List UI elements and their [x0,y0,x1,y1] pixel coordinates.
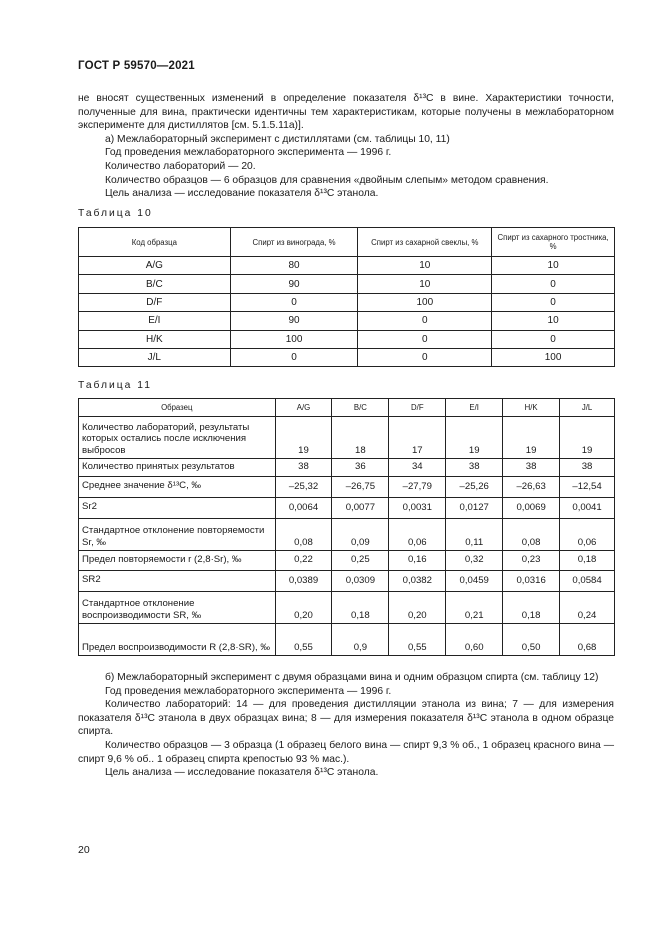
table-10-cell: 0 [492,293,615,311]
intro-paragraph-3: Год проведения межлабораторного эксперимента — 1996 г. [105,147,392,159]
table-10-cell: 0 [492,275,615,293]
table-10-header: Код образца [79,228,231,257]
table-11-cell: –26,75 [332,477,389,498]
table-11-cell: 0,20 [389,592,446,624]
table-10-cell: 0 [358,348,492,366]
table-11-cell: 0,18 [503,592,560,624]
table-11-cell: 38 [503,459,560,477]
table-10-row [79,293,615,311]
table-11-cell: 38 [275,459,332,477]
table-11-cell: 0,24 [560,592,615,624]
table-11-row [79,592,615,624]
table-10-cell: 100 [358,293,492,311]
table-11-header: E/I [446,399,503,417]
table-11-cell: 38 [560,459,615,477]
table-10-header-row [79,228,615,257]
table-11-cell: 0,08 [503,519,560,551]
table-11-cell: 0,50 [503,624,560,656]
table-11-row [79,571,615,592]
table-11-cell: 0,20 [275,592,332,624]
table-11-cell: 19 [446,417,503,459]
table-11-caption: Таблица 11 [78,380,152,391]
table-10-cell: 0 [492,330,615,348]
table-10-cell: D/F [79,293,231,311]
intro-text [78,92,614,201]
table-11-cell: 0,0389 [275,571,332,592]
outro-paragraph-1: б) Межлабораторный эксперимент с двумя образцами вина и одним образцом спирта (см. таблицу 12) [105,672,599,683]
table-10-cell: 0 [230,348,358,366]
table-11-row-label: SR2 [79,571,276,592]
intro-paragraph-5: Количество образцов — 6 образцов для сравнения «двойным слепым» методом сравнения. [105,174,549,186]
table-10-cell: 90 [230,312,358,330]
outro-paragraph-5: Цель анализа — исследование показателя δ¹³C этанола. [105,767,379,779]
table-10-cell: 100 [230,330,358,348]
table-11-cell: 0,0069 [503,498,560,519]
table-11-cell: 0,16 [389,551,446,571]
table-10-cell: A/G [79,257,231,275]
table-11-cell: 0,0064 [275,498,332,519]
table-11-cell: –12,54 [560,477,615,498]
table-10-cell: 0 [358,312,492,330]
table-11-row [79,417,615,459]
table-11-header: D/F [389,399,446,417]
table-11-row-label: Количество лабораторий, результаты которых остались после исключения выбросов [79,417,276,459]
table-11-row-label: Среднее значение δ¹³C, ‰ [79,477,276,498]
table-11-cell: 18 [332,417,389,459]
table-11-cell: 0,22 [275,551,332,571]
table-10-header: Спирт из сахарного тростника, % [492,228,615,257]
table-10-cell: 90 [230,275,358,293]
table-11-cell: 0,32 [446,551,503,571]
table-11-cell: 0,08 [275,519,332,551]
table-11-cell: 0,06 [560,519,615,551]
table-10-cell: 0 [230,293,358,311]
table-11-cell: 0,0459 [446,571,503,592]
table-10-cell: 10 [358,257,492,275]
table-10-row [79,330,615,348]
table-11-cell: 19 [275,417,332,459]
table-10-cell: 0 [358,330,492,348]
table-10-row [79,348,615,366]
table-11-cell: 0,0127 [446,498,503,519]
table-11-header: A/G [275,399,332,417]
table-11-cell: –26,63 [503,477,560,498]
table-11-cell: 0,0309 [332,571,389,592]
table-11-cell: 0,55 [275,624,332,656]
table-11-cell: 0,0584 [560,571,615,592]
table-10-row [79,275,615,293]
table-11-cell: 0,06 [389,519,446,551]
table-11-row [79,624,615,656]
table-11-cell: 0,60 [446,624,503,656]
document-header: ГОСТ Р 59570—2021 [78,60,195,72]
table-11-cell: 38 [446,459,503,477]
table-10-row [79,257,615,275]
table-11-cell: 0,55 [389,624,446,656]
table-11-row-label: Стандартное отклонение повторяемости Sr, ‰ [79,519,276,551]
table-11-row [79,551,615,571]
table-10-cell: 10 [358,275,492,293]
table-11-row [79,498,615,519]
intro-paragraph-1: не вносят существенных изменений в определение показателя δ¹³C в вине. Характеристики точности, полученные для вина, практически идентичны тем характеристикам, которые получены в межлабораторном эксперименте для дистиллятов [см. 5.1.5.11а)]. [78,93,614,132]
table-11-row [79,459,615,477]
table-11-cell: 0,09 [332,519,389,551]
table-10-cell: B/C [79,275,231,293]
intro-paragraph-6: Цель анализа — исследование показателя δ¹³C этанола. [105,188,379,200]
table-11-cell: 34 [389,459,446,477]
table-11-header: J/L [560,399,615,417]
table-11-header: H/K [503,399,560,417]
table-11-cell: 0,18 [332,592,389,624]
table-11-cell: 0,23 [503,551,560,571]
table-11-cell: –27,79 [389,477,446,498]
table-11-cell: 0,0316 [503,571,560,592]
table-11-cell: 17 [389,417,446,459]
table-11-row [79,477,615,498]
table-10-cell: H/K [79,330,231,348]
table-11-cell: 19 [560,417,615,459]
outro-paragraph-2: Год проведения межлабораторного эксперимента — 1996 г. [105,685,392,697]
outro-paragraph-4: Количество образцов — 3 образца (1 образец белого вина — спирт 9,3 % об., 1 образец красного вина — спирт 9,6 % об.. 1 образец спирта крепостью 93 % мас.). [78,739,614,765]
table-11-row-label: Количество принятых результатов [79,459,276,477]
table-11-cell: 0,11 [446,519,503,551]
page-number: 20 [78,844,90,856]
table-11-row-label: Sr2 [79,498,276,519]
table-11-cell: 0,68 [560,624,615,656]
table-11-cell: 0,0041 [560,498,615,519]
table-10-header: Спирт из винограда, % [230,228,358,257]
table-11-row-label: Предел воспроизводимости R (2,8·SR), ‰ [79,624,276,656]
table-11-header: Образец [79,399,276,417]
table-11-header-row [79,399,615,417]
table-11-cell: –25,32 [275,477,332,498]
table-11-row-label: Предел повторяемости r (2,8·Sr), ‰ [79,551,276,571]
table-10 [78,227,615,367]
table-10-cell: J/L [79,348,231,366]
table-10-header: Спирт из сахарной свеклы, % [358,228,492,257]
table-10-caption: Таблица 10 [78,208,153,219]
intro-paragraph-4: Количество лабораторий — 20. [105,160,256,172]
table-11-cell: –25,26 [446,477,503,498]
table-11-cell: 0,0031 [389,498,446,519]
table-10-cell: 80 [230,257,358,275]
table-10-cell: E/I [79,312,231,330]
outro-paragraph-3: Количество лабораторий: 14 — для проведения дистилляции этанола из вина; 7 — для измерения показателя δ¹³C этанола в двух образцах вина; 8 — для измерения показателя δ¹³C этанола в одном образце спирта. [78,699,614,738]
table-11-cell: 0,0077 [332,498,389,519]
table-11 [78,398,615,656]
table-11-cell: 0,21 [446,592,503,624]
table-11-cell: 19 [503,417,560,459]
table-11-cell: 0,0382 [389,571,446,592]
table-11-cell: 0,9 [332,624,389,656]
table-11-row [79,519,615,551]
table-10-cell: 10 [492,312,615,330]
table-10-cell: 100 [492,348,615,366]
table-11-cell: 36 [332,459,389,477]
table-10-cell: 10 [492,257,615,275]
outro-text [78,671,614,780]
intro-paragraph-2: а) Межлабораторный эксперимент с дистиллятами (см. таблицы 10, 11) [105,133,450,145]
table-11-cell: 0,25 [332,551,389,571]
table-11-row-label: Стандартное отклонение воспроизводимости SR, ‰ [79,592,276,624]
table-11-header: B/C [332,399,389,417]
table-10-row [79,312,615,330]
table-11-cell: 0,18 [560,551,615,571]
